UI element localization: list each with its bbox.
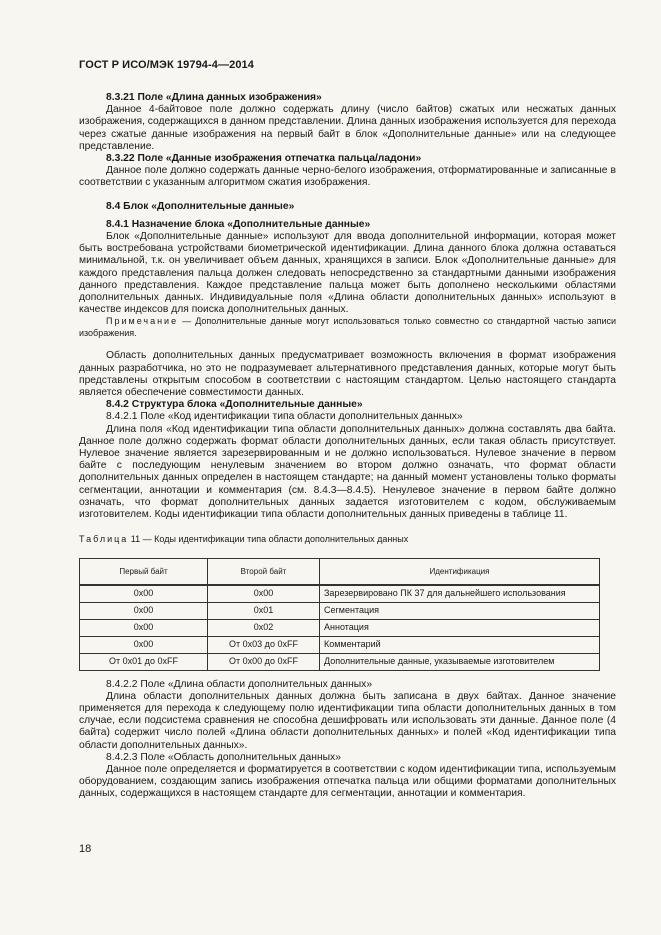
- table-row: [80, 619, 600, 636]
- table-row: [80, 636, 600, 653]
- section-heading: 8.4.1 Назначение блока «Дополнительные данные»: [106, 218, 371, 230]
- table-cell: 0x00: [80, 636, 208, 653]
- paragraph: 8.4.2.2 Поле «Длина области дополнительных данных»: [106, 678, 373, 690]
- paragraph: Данное 4-байтовое поле должно содержать длину (число байтов) сжатых или несжатых данных изображения, содержащихся в данном представлении. Длина данных изображения используется для перехода через сжатые данные изображения на первый байт в блок «Дополнительные данные» или на следующее представление.: [79, 104, 616, 152]
- paragraph: 8.4.2.3 Поле «Область дополнительных данных»: [106, 751, 341, 763]
- table-caption-label: Таблица: [79, 534, 129, 545]
- main-content: [79, 92, 616, 801]
- paragraph: Данное поле определяется и форматируется в соответствии с кодом идентификации типа, используемым оборудованием, создающим запись изображения отпечатка пальца или общими форматами дополнительных данных, содержащихся в настоящем стандарте для сегментации, аннотации и комментария.: [79, 763, 616, 800]
- table-caption: [79, 533, 616, 545]
- table-header-row: [80, 558, 600, 585]
- table-cell: Сегментация: [320, 602, 600, 619]
- section-heading: 8.3.21 Поле «Длина данных изображения»: [106, 92, 322, 103]
- text-blocks-bottom: [79, 679, 616, 801]
- table-header-cell: Первый байт: [80, 558, 208, 585]
- codes-table: [79, 558, 600, 671]
- table-cell: От 0x01 до 0xFF: [80, 653, 208, 670]
- text-blocks-top: [79, 92, 616, 521]
- table-header-cell: Идентификация: [320, 558, 600, 585]
- table-cell: 0x02: [208, 619, 320, 636]
- table-cell: 0x00: [208, 585, 320, 603]
- note-paragraph: [79, 316, 616, 339]
- section-heading: 8.3.22 Поле «Данные изображения отпечатка пальца/ладони»: [106, 153, 422, 165]
- paragraph: 8.4.2.1 Поле «Код идентификации типа области дополнительных данных»: [106, 411, 463, 423]
- table-cell: 0x01: [208, 602, 320, 619]
- section-heading: 8.4.2 Структура блока «Дополнительные данные»: [106, 399, 363, 411]
- table-caption-text: 11 — Коды идентификации типа области дополнительных данных: [128, 534, 409, 545]
- note-label: Примечание: [106, 316, 179, 327]
- table-cell: 0x00: [80, 585, 208, 603]
- table-row: [80, 602, 600, 619]
- table-header-cell: Второй байт: [208, 558, 320, 585]
- table-cell: 0x00: [80, 619, 208, 636]
- table-cell: Дополнительные данные, указываемые изготовителем: [320, 653, 600, 670]
- paragraph: Длина области дополнительных данных должна быть записана в двух байтах. Данное значение применяется для перехода к следующему полю идентификации типа области дополнительных данных в том случае, если подсистема сравнения не способна дешифровать или использовать эти данные. Данное поле (4 байта) содержит число полей «Длина области дополнительных данных» и полей «Код идентификации типа области дополнительных данных».: [79, 690, 616, 751]
- table-row: [80, 585, 600, 603]
- paragraph: Блок «Дополнительные данные» используют для ввода дополнительной информации, которая может быть востребована устройствами биометрической идентификации. Длина данного блока должна оставаться минимальной, т.к. он увеличивает объем данных, хранящихся в записи. Блок «Дополнительные данные» для каждого представления пальца должен следовать непосредственно за стандартными данными изображения данного представления. Каждое представление пальца может быть дополнено несколькими областями дополнительных данных. Индивидуальные поля «Длина области дополнительных данных» используют в качестве индексов для поиска дополнительных данных.: [79, 231, 616, 316]
- table-cell: От 0x00 до 0xFF: [208, 653, 320, 670]
- note-text: — Дополнительные данные могут использоваться только совместно со стандартной частью записи изображения.: [79, 316, 616, 338]
- table-cell: От 0x03 до 0xFF: [208, 636, 320, 653]
- table-cell: 0x00: [80, 602, 208, 619]
- page-number: 18: [79, 843, 92, 855]
- table-cell: Аннотация: [320, 619, 600, 636]
- paragraph: Длина поля «Код идентификации типа области дополнительных данных» должна составлять два байта. Данное поле должно содержать формат области дополнительных данных, если такая область присутствует. Нулевое значение является зарезервированным и не должно использоваться. Нулевое значение в первом байте с последующим ненулевым значением во втором должно означать, что формат области дополнительных данных определен в настоящем стандарте; на данный момент установлены только форматы сегментации, аннотации и комментария (см. 8.4.3—8.4.5). Ненулевое значение в первом байте должно означать, что формат дополнительных данных задается изготовителем с кодом, обслуживаемым изготовителем. Коды идентификации типа области дополнительных данных приведены в таблице 11.: [79, 423, 616, 521]
- paragraph: Данное поле должно содержать данные черно-белого изображения, отформатированные и записанные в соответствии с указанным алгоритмом сжатия изображения.: [79, 165, 616, 189]
- section-heading: 8.4 Блок «Дополнительные данные»: [106, 200, 295, 212]
- page-header: ГОСТ Р ИСО/МЭК 19794-4—2014: [79, 59, 254, 71]
- table-row: [80, 653, 600, 670]
- paragraph: Область дополнительных данных предусматривает возможность включения в формат изображения данных разработчика, но это не подразумевает альтернативного представления данных, которые могут быть представлены открытым способом в соответствии с настоящим стандартом. Целью настоящего стандарта является обеспечение совместимости данных.: [79, 350, 616, 399]
- table-cell: Зарезервировано ПК 37 для дальнейшего использования: [320, 585, 600, 603]
- table-cell: Комментарий: [320, 636, 600, 653]
